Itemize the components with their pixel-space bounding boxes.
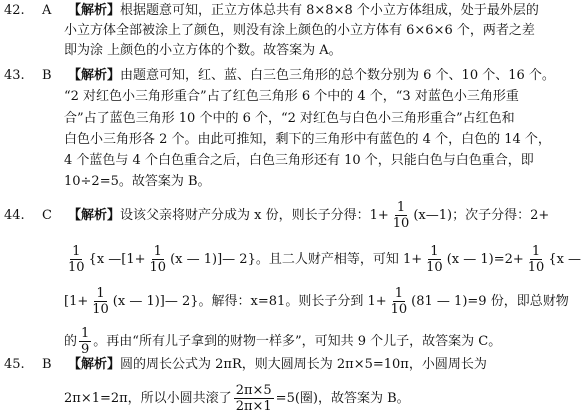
fraction — [424, 244, 445, 275]
fraction — [66, 244, 87, 275]
explanation-text: {x —[1+ — [88, 252, 146, 267]
explanation-text: {x — — [548, 252, 581, 267]
fraction-denominator: 10 — [426, 260, 443, 275]
fraction — [234, 383, 274, 414]
item-44-line-3 — [64, 286, 569, 317]
item-43-line-3 — [64, 110, 515, 128]
item-45-line-1 — [0, 356, 487, 374]
fraction — [90, 286, 111, 317]
item-42-line-1 — [0, 2, 539, 20]
fraction — [526, 244, 547, 275]
explanation-text: (x—1)；次子分得：2+ — [413, 208, 550, 223]
fraction-numerator: 1 — [153, 244, 162, 259]
fraction — [148, 244, 169, 275]
fraction-denominator: 10 — [92, 302, 109, 317]
explanation-text: 合”占了蓝色三角形 10 个中的 6 个，“2 对红色与白色小三角形重合”占红色和 — [64, 111, 515, 126]
item-number: 45. — [4, 357, 25, 372]
explanation-text: 由题意可知，红、蓝、白三色三角形的总个数分别为 6 个、10 个、16 个。 — [120, 68, 555, 83]
answer-letter: B — [42, 357, 52, 372]
explanation-text: 白色小三角形各 2 个。由此可推知，剩下的三角形中有蓝色的 4 个，白色的 14 个， — [64, 132, 551, 147]
analysis-tag: 【解析】 — [68, 357, 121, 372]
item-43-line-4 — [64, 131, 551, 149]
answer-letter: A — [42, 3, 52, 18]
explanation-text: 4 个蓝色与 4 个白色重合之后，白色三角形还有 10 个，只能白色与白色重合，即 — [64, 153, 534, 168]
fraction-numerator: 1 — [394, 286, 404, 301]
fraction — [79, 326, 91, 357]
fraction-denominator: 9 — [81, 342, 90, 357]
explanation-text: 即为涂 上颜色的小立方体的个数。故答案为 A。 — [64, 43, 342, 58]
fraction — [389, 286, 410, 317]
item-number: 44. — [4, 208, 25, 223]
item-42-line-2 — [64, 22, 535, 40]
explanation-text: (x — 1)=2+ — [446, 252, 524, 267]
item-45-line-2 — [64, 383, 410, 414]
fraction-numerator: 1 — [72, 244, 81, 259]
answer-letter: C — [42, 208, 52, 223]
answer-letter: B — [42, 68, 52, 83]
item-44-line-2 — [64, 244, 581, 275]
fraction — [391, 200, 412, 231]
fraction-numerator: 2π×5 — [235, 383, 272, 398]
explanation-text: 的 — [64, 334, 78, 349]
item-number: 42. — [4, 3, 25, 18]
explanation-text: (x — 1)]— 2}。且二人财产相等，可知 1+ — [170, 252, 423, 267]
explanation-text: 。再由“所有儿子拿到的财物一样多”，可知共 9 个儿子，故答案为 C。 — [93, 334, 502, 349]
explanation-text: [1+ — [64, 294, 89, 309]
item-43-line-5 — [64, 152, 534, 170]
explanation-text: 根据题意可知，正立方体总共有 8×8×8 个小立方体组成，处于最外层的 — [120, 3, 539, 18]
fraction-numerator: 1 — [396, 200, 406, 215]
item-43-line-6 — [64, 173, 211, 191]
fraction-numerator: 1 — [531, 244, 541, 259]
fraction-denominator: 10 — [68, 260, 85, 275]
fraction-denominator: 10 — [527, 260, 545, 275]
fraction-numerator: 1 — [96, 286, 105, 301]
explanation-text: “2 对红色小三角形重合”占了红色三角形 6 个中的 4 个，“3 对蓝色小三角形重 — [64, 89, 519, 104]
analysis-tag: 【解析】 — [68, 3, 121, 18]
explanation-text: 10÷2=5。故答案为 B。 — [64, 174, 211, 189]
fraction-denominator: 2π×1 — [235, 399, 272, 414]
item-number: 43. — [4, 68, 25, 83]
explanation-text: 小立方体全部被涂上了颜色，则没有涂上颜色的小立方体有 6×6×6 个，两者之差 — [64, 23, 535, 38]
analysis-tag: 【解析】 — [68, 68, 121, 83]
fraction-denominator: 10 — [149, 260, 167, 275]
explanation-text: 2π×1=2π，所以小圆共滚了 — [64, 391, 232, 406]
fraction-numerator: 1 — [81, 326, 90, 341]
explanation-text: 圆的周长公式为 2πR，则大圆周长为 2π×5=10π，小圆周长为 — [120, 357, 487, 372]
analysis-tag: 【解析】 — [68, 208, 121, 223]
item-43-line-1 — [0, 67, 555, 85]
fraction-numerator: 1 — [430, 244, 439, 259]
item-42-line-3 — [64, 42, 342, 60]
fraction-denominator: 10 — [390, 302, 408, 317]
fraction-denominator: 10 — [392, 216, 410, 231]
explanation-text: (81 — 1)=9 份，即总财物 — [411, 294, 569, 309]
explanation-text: 设该父亲将财产分成为 x 份，则长子分得：1+ — [120, 208, 389, 223]
item-43-line-2 — [64, 88, 519, 106]
explanation-text: (x — 1)]— 2}。解得：x=81。则长子分到 1+ — [112, 294, 387, 309]
item-44-line-4 — [64, 326, 501, 357]
explanation-text: =5(圈)，故答案为 B。 — [275, 391, 410, 406]
item-44-line-1 — [0, 200, 549, 231]
